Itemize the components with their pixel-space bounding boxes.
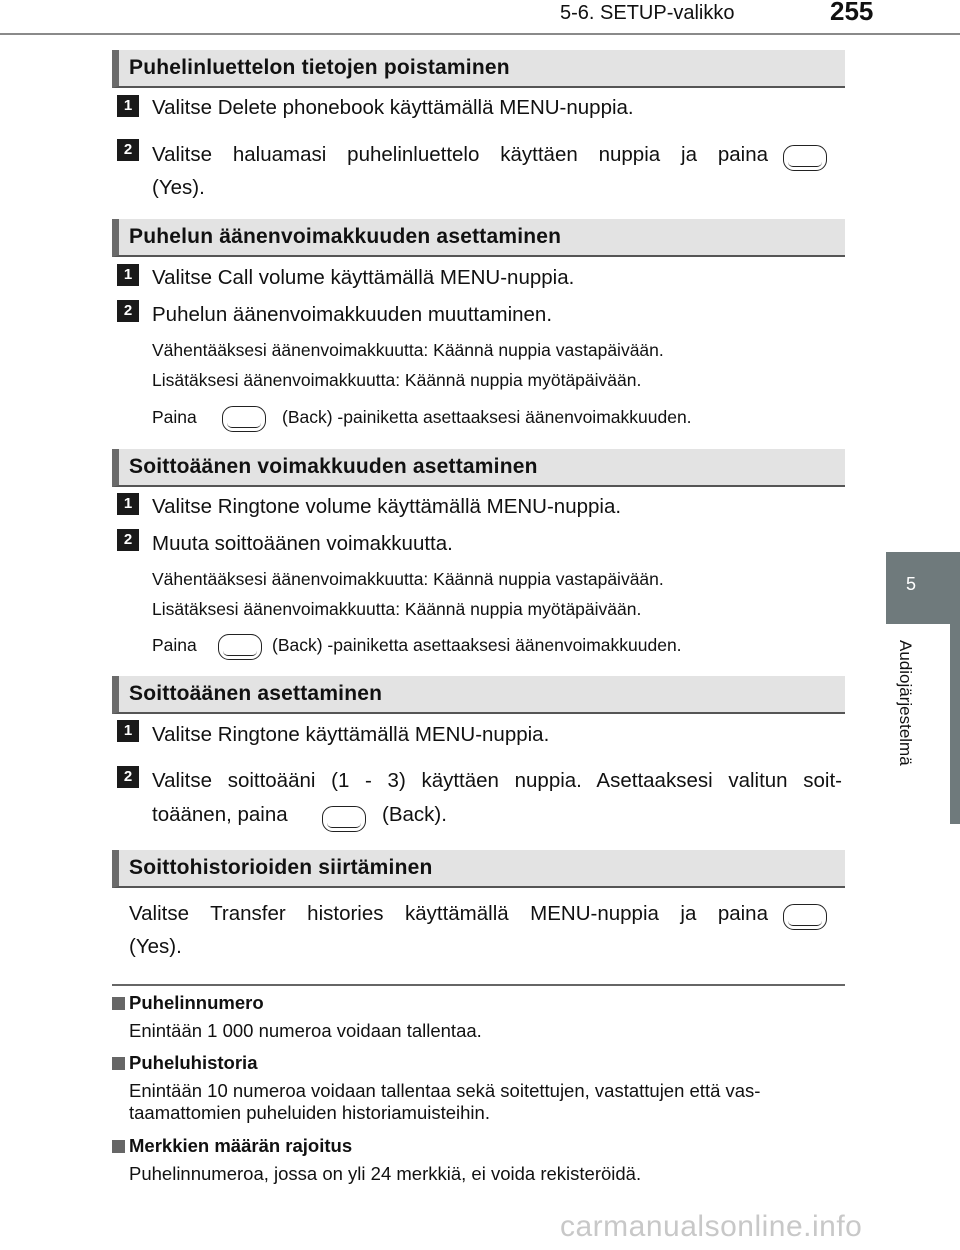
section-heading-ringtone-volume: Soittoäänen voimakkuuden asettaminen	[112, 449, 845, 487]
chapter-tab-number: 5	[905, 574, 916, 594]
page-number: 255	[830, 0, 874, 26]
detail-text: (Back) -painiketta asettaaksesi äänenvoimakkuuden.	[272, 635, 682, 655]
step-text: Valitse Call volume käyttämällä MENU-nuppia.	[152, 266, 575, 289]
step-text: Puhelun äänenvoimakkuuden muuttaminen.	[152, 303, 553, 326]
step-number: 2	[117, 766, 139, 788]
step-text: toäänen, paina	[152, 803, 288, 826]
step-text: Valitse Ringtone käyttämällä MENU-nuppia.	[152, 723, 550, 746]
step-text: Valitse haluamasi puhelinluettelo käyttäen nuppia ja paina	[152, 143, 768, 166]
detail-text: Vähentääksesi äänenvoimakkuutta: Käännä nuppia vastapäivään.	[152, 340, 664, 360]
step-text: Valitse Ringtone volume käyttämällä MENU-nuppia.	[152, 495, 622, 518]
detail-text: Paina	[152, 407, 197, 427]
notes-divider	[112, 984, 845, 986]
detail-text: Lisätäksesi äänenvoimakkuutta: Käännä nuppia myötäpäivään.	[152, 370, 642, 390]
step-text: Valitse Delete phonebook käyttämällä MENU-nuppia.	[152, 96, 634, 119]
back-button-icon	[218, 634, 262, 660]
step-text: Valitse soittoääni (1 - 3) käyttäen nuppia. Asettaaksesi valitun soit-	[152, 769, 842, 792]
body-text: Valitse Transfer histories käyttämällä MENU-nuppia ja paina	[129, 902, 768, 925]
chapter-tab-label: Audiojärjestelmä	[896, 640, 915, 766]
section-heading-transfer-histories: Soittohistorioiden siirtäminen	[112, 850, 845, 888]
step-text: (Yes).	[152, 176, 205, 199]
detail-text: Lisätäksesi äänenvoimakkuutta: Käännä nuppia myötäpäivään.	[152, 599, 642, 619]
body-text: (Yes).	[129, 935, 182, 958]
step-number: 1	[117, 264, 139, 286]
section-heading-ringtone: Soittoäänen asettaminen	[112, 676, 845, 714]
section-heading-call-volume: Puhelun äänenvoimakkuuden asettaminen	[112, 219, 845, 257]
note-body: Enintään 1 000 numeroa voidaan tallentaa.	[129, 1020, 482, 1041]
note-bullet-icon	[112, 997, 125, 1010]
note-bullet-icon	[112, 1057, 125, 1070]
section-heading-delete-phonebook: Puhelinluettelon tietojen poistaminen	[112, 50, 845, 88]
step-number: 1	[117, 720, 139, 742]
header-section-title: 5-6. SETUP-valikko	[560, 2, 735, 24]
step-number: 2	[117, 300, 139, 322]
chapter-tab-bar	[950, 624, 960, 824]
step-text: Muuta soittoäänen voimakkuutta.	[152, 532, 453, 555]
note-body: Puhelinnumeroa, jossa on yli 24 merkkiä, ei voida rekisteröidä.	[129, 1163, 642, 1184]
back-button-icon	[222, 406, 266, 432]
note-body: Enintään 10 numeroa voidaan tallentaa sekä soitettujen, vastattujen että vas-taamattomien puheluiden historiamuisteihin.	[129, 1080, 761, 1123]
step-number: 1	[117, 493, 139, 515]
step-text: (Back).	[382, 803, 447, 826]
note-title: Puheluhistoria	[129, 1052, 258, 1073]
step-number: 1	[117, 95, 139, 117]
note-bullet-icon	[112, 1140, 125, 1153]
header-rule	[0, 33, 960, 35]
note-title: Puhelinnumero	[129, 992, 264, 1013]
note-title: Merkkien määrän rajoitus	[129, 1135, 353, 1156]
watermark: carmanualsonline.info	[560, 1210, 863, 1243]
step-number: 2	[117, 139, 139, 161]
detail-text: Paina	[152, 635, 197, 655]
enter-button-icon	[783, 904, 827, 930]
step-number: 2	[117, 529, 139, 551]
enter-button-icon	[783, 145, 827, 171]
back-button-icon	[322, 806, 366, 832]
detail-text: Vähentääksesi äänenvoimakkuutta: Käännä nuppia vastapäivään.	[152, 569, 664, 589]
detail-text: (Back) -painiketta asettaaksesi äänenvoimakkuuden.	[282, 407, 692, 427]
